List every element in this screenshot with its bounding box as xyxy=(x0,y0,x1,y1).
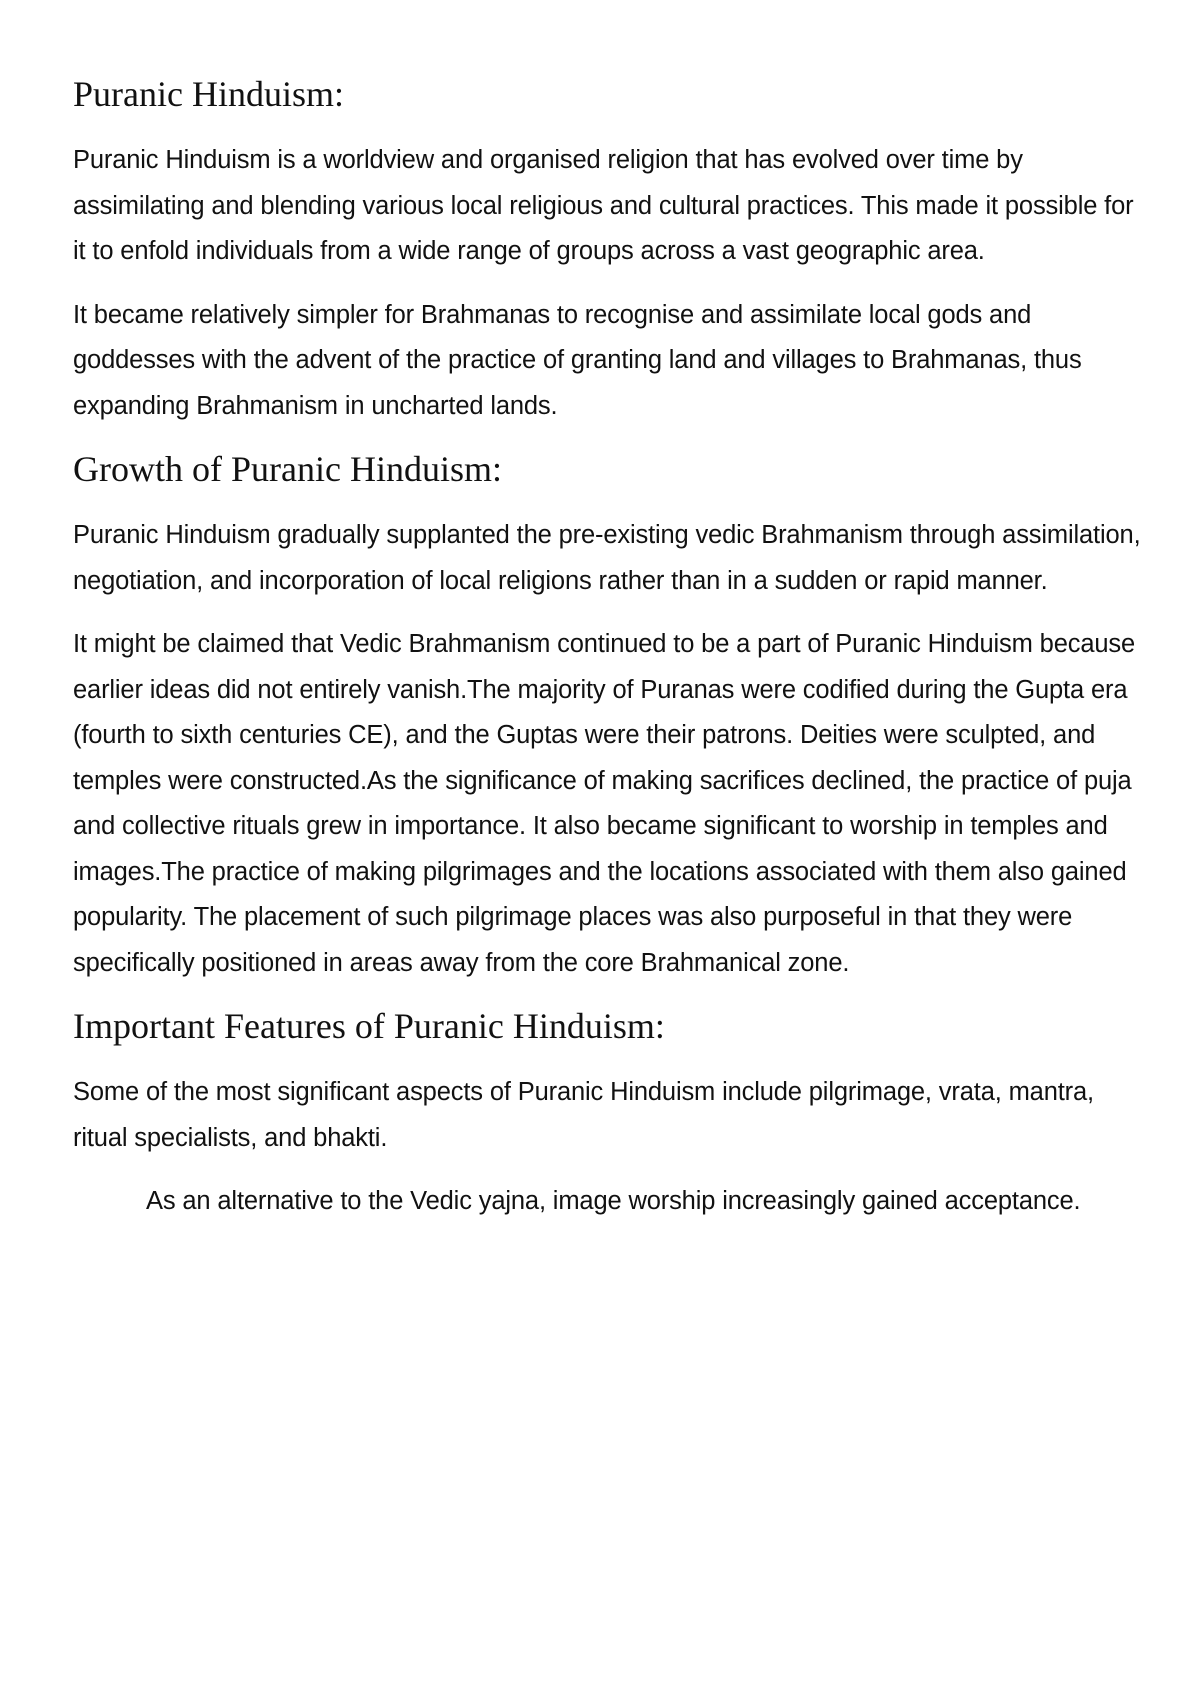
paragraph-supplanted: Puranic Hinduism gradually supplanted the pre-existing vedic Brahmanism through assimilation, negotiation, and incorporation of local religions rather than in a sudden or rapid manner. xyxy=(73,521,1141,595)
paragraph-image-worship: As an alternative to the Vedic yajna, image worship increasingly gained acceptance. xyxy=(146,1187,1081,1215)
paragraph-aspects: Some of the most significant aspects of Puranic Hinduism include pilgrimage, vrata, mantra, ritual specialists, and bhakti. xyxy=(73,1078,1094,1152)
heading-puranic-hinduism: Puranic Hinduism: xyxy=(73,74,344,114)
heading-growth: Growth of Puranic Hinduism: xyxy=(73,449,502,489)
paragraph-intro: Puranic Hinduism is a worldview and organised religion that has evolved over time by assimilating and blending various local religious and cultural practices. This made it possible for it to enfold individuals from a wide range of groups across a vast geographic area. xyxy=(73,146,1134,265)
paragraph-brahmanas: It became relatively simpler for Brahmanas to recognise and assimilate local gods and goddesses with the advent of the practice of granting land and villages to Brahmanas, thus expanding Brahmanism in uncharted lands. xyxy=(73,300,1082,420)
document-body xyxy=(73,72,1143,1225)
heading-important-features: Important Features of Puranic Hinduism: xyxy=(73,1006,665,1046)
paragraph-vedic-continuity: It might be claimed that Vedic Brahmanism continued to be a part of Puranic Hinduism because earlier ideas did not entirely vanish.The majority of Puranas were codified during the Gupta era (fourth to sixth centuries CE), and the Guptas were their patrons. Deities were sculpted, and temples were constructed.As the significance of making sacrifices declined, the practice of puja and collective rituals grew in importance. It also became significant to worship in temples and images.The practice of making pilgrimages and the locations associated with them also gained popularity. The placement of such pilgrimage places was also purposeful in that they were specifically positioned in areas away from the core Brahmanical zone. xyxy=(73,630,1136,977)
